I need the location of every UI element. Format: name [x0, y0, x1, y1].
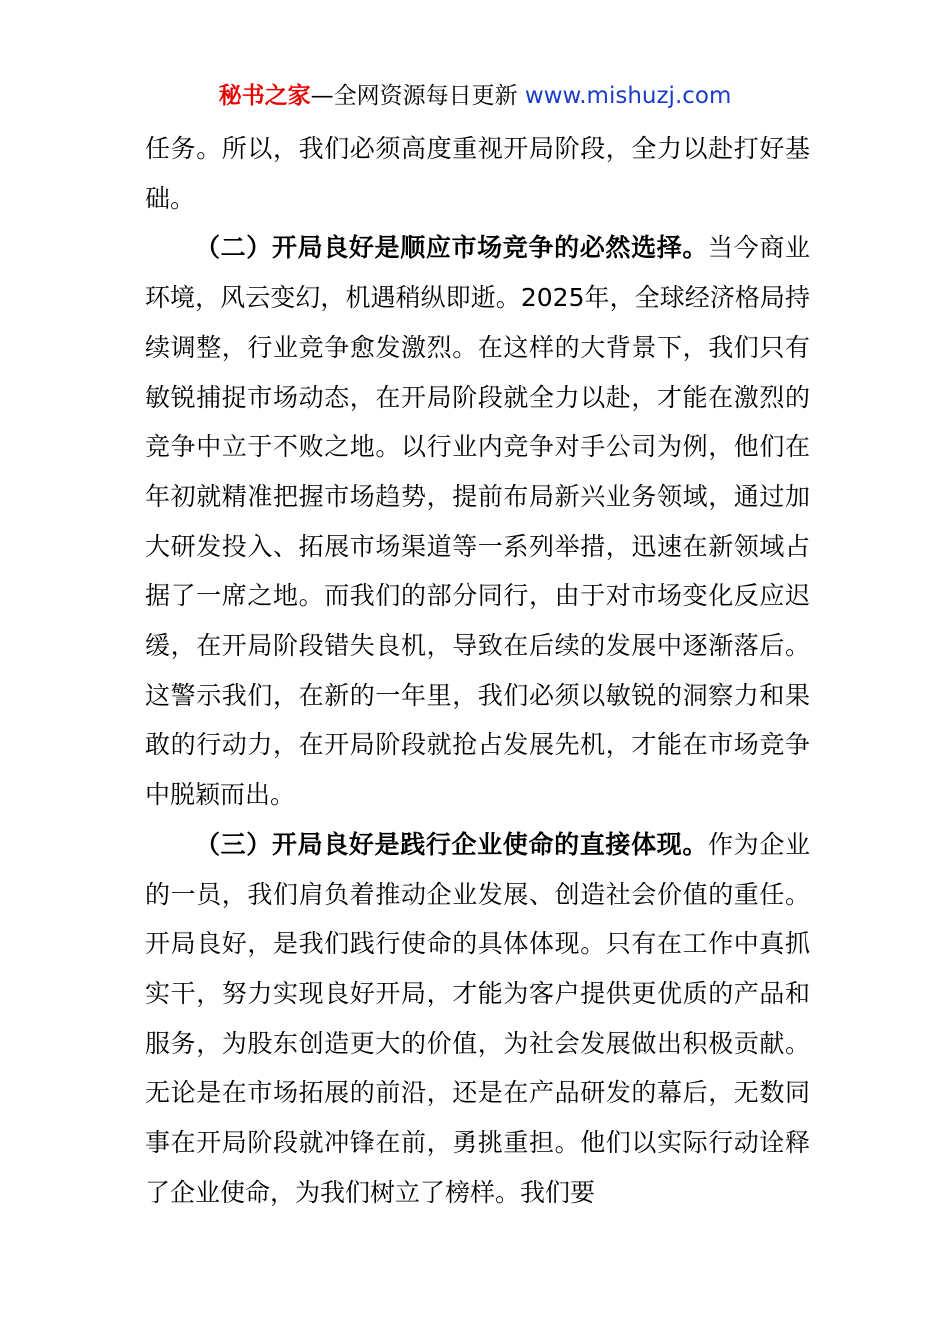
section-heading: （二）开局良好是顺应市场竞争的必然选择。: [195, 233, 709, 263]
paragraph-continuation: [145, 124, 810, 223]
paragraph-text: 作为企业的一员，我们肩负着推动企业发展、创造社会价值的重任。开局良好，是我们践行使命的具体体现。只有在工作中真抓实干，努力实现良好开局，才能为客户提供更优质的产品和服务，为股东创造更大的价值，为社会发展做出积极贡献。无论是在市场拓展的前沿，还是在产品研发的幕后，无数同事在开局阶段就冲锋在前，勇挑重担。他们以实际行动诠释了企业使命，为我们树立了榜样。我们要: [145, 829, 810, 1207]
paragraph-text: 当今商业环境，风云变幻，机遇稍纵即逝。2025年，全球经济格局持续调整，行业竞争愈发激烈。在这样的大背景下，我们只有敏锐捕捉市场动态，在开局阶段就全力以赴，才能在激烈的竞争中立于不败之地。以行业内竞争对手公司为例，他们在年初就精准把握市场趋势，提前布局新兴业务领域，通过加大研发投入、拓展市场渠道等一系列举措，迅速在新领域占据了一席之地。而我们的部分同行，由于对市场变化反应迟缓，在开局阶段错失良机，导致在后续的发展中逐渐落后。这警示我们，在新的一年里，我们必须以敏锐的洞察力和果敢的行动力，在开局阶段就抢占发展先机，才能在市场竞争中脱颖而出。: [145, 233, 810, 810]
document-body: [145, 124, 810, 1217]
paragraph-text: 任务。所以，我们必须高度重视开局阶段，全力以赴打好基础。: [145, 134, 810, 213]
paragraph-section-two: [145, 223, 810, 819]
paragraph-section-three: [145, 820, 810, 1218]
section-heading: （三）开局良好是践行企业使命的直接体现。: [195, 829, 709, 859]
site-header: [0, 80, 950, 112]
site-brand: 秘书之家: [218, 83, 311, 109]
site-url-link[interactable]: www.mishuzj.com: [524, 83, 732, 109]
site-tagline: —全网资源每日更新: [310, 83, 518, 109]
